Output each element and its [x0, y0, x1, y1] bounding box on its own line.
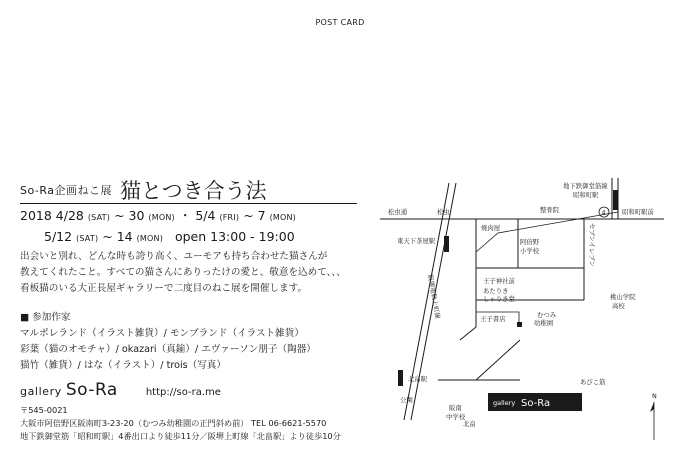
gallery-sign-small: gallery [493, 399, 516, 407]
gallery-brand: So-Ra [65, 380, 118, 400]
bottom-road-2 [460, 327, 476, 340]
date-start-3: 5/12 [44, 229, 73, 244]
date-end-1: ~ 30 [114, 208, 145, 223]
artists-line: マルポレランド（イラスト雑貨）/ モンブランド（イラスト雑貨） [20, 328, 304, 339]
gallery-url[interactable]: http://so-ra.me [145, 387, 221, 398]
diagonal-road [476, 340, 520, 380]
date-end-3: ~ 14 [102, 229, 133, 244]
kitabatake-marker [398, 370, 403, 386]
intro-line: 出会いと別れ、どんな時も誇り高く、ユーモアも持ち合わせた猫さんが [20, 251, 328, 262]
intro-line: 教えてくれたこと。すべての猫さんにありったけの愛と、敬意を込めて、、、 [20, 267, 346, 278]
showacho-ekimae-label: 昭和町駅前 [622, 208, 654, 216]
atariki-label-2: しゃりき堂 [483, 295, 515, 303]
exhibition-subtitle: So-Ra企画ねこ展 [20, 184, 113, 197]
date-end-2: ~ 7 [243, 208, 266, 223]
oji-jinja-label: 王子神社前 [483, 277, 515, 285]
abeno-es-label-2: 小学校 [520, 247, 540, 255]
mutsumi-label-1: むつみ [537, 311, 557, 319]
weekday: (SAT) [87, 213, 111, 222]
hannan-label-2: 中学校 [446, 413, 466, 421]
kitabatake-station-label: 北畠駅 [408, 375, 428, 383]
exit-4-label: 4 [601, 208, 606, 217]
date-start-2: 5/4 [195, 208, 216, 223]
atariki-label-1: あたりき [483, 287, 509, 295]
date-separator: ・ [178, 208, 192, 223]
opening-hours: open 13:00 - 19:00 [174, 229, 295, 244]
weekday: (FRI) [219, 213, 240, 222]
intro-line: 看板猫のいる大正長屋ギャラリーで二度目のねこ展を開催します。 [20, 283, 308, 294]
artists-heading: ■ 参加作家 [20, 312, 71, 323]
year: 2018 [20, 208, 52, 223]
seven-eleven-label: セブンイレブン [588, 223, 596, 267]
park-label: 公園 [400, 396, 413, 404]
higashi-tengachaya-label: 東天下茶屋駅 [397, 237, 436, 245]
gallery-marker [517, 322, 522, 327]
kitabatake-label: 北畠 [463, 420, 476, 428]
yakiniku-label: 焼肉屋 [481, 224, 501, 232]
abiko-suji-label: あびこ筋 [580, 378, 606, 386]
postcard-label: POST CARD [315, 18, 365, 27]
hannan-label-1: 阪南 [449, 404, 462, 412]
showacho-station-label: 昭和町駅 [573, 191, 599, 199]
north-label: N [652, 392, 657, 400]
artists-line: 彩葉（猫のオモチャ）/ okazari（真鍮）/ エヴァーソン朋子（陶器） [20, 344, 316, 355]
weekday: (MON) [269, 213, 297, 222]
north-arrow-icon [650, 402, 654, 440]
matsumushi-label: 松虫 [437, 208, 450, 216]
midosuji-line-label: 地下鉄御堂筋線 [563, 182, 608, 190]
mutsumi-label-2: 幼稚園 [534, 319, 554, 327]
weekday: (MON) [148, 213, 175, 222]
showacho-marker [613, 190, 618, 210]
seikotsu-label: 整骨院 [540, 206, 560, 214]
momoyama-label-2: 高校 [612, 302, 625, 310]
exhibition-title: 猫とつき合う法 [120, 179, 267, 203]
gallery-sign-big: So-Ra [521, 398, 551, 409]
momoyama-label-1: 桃山学院 [610, 293, 636, 301]
postal-code: 〒545-0021 [20, 405, 68, 415]
artists-line: 猫竹（雑貨）/ はな（イラスト）/ trois（写真） [20, 360, 226, 371]
weekday: (SAT) [76, 234, 99, 243]
abeno-es-label-1: 阿倍野 [520, 238, 540, 246]
oji-shoten-label: 王子書店 [480, 315, 506, 323]
hankai-line-label: 阪堺電軌上町線 [426, 273, 442, 320]
matsumushi-dori-label: 松虫通 [388, 208, 408, 216]
gallery-word: gallery [20, 385, 62, 398]
weekday: (MON) [136, 234, 164, 243]
address-line: 大阪市阿倍野区阪南町3-23-20（むつみ幼稚園の正門斜め前） TEL 06-6621-5570 [20, 418, 327, 429]
access-line: 地下鉄御堂筋「昭和町駅」4番出口より徒歩11分／阪堺上町線「北畠駅」より徒歩10分 [20, 431, 341, 442]
higashi-tengachaya-marker [444, 236, 449, 252]
date-start-1: 4/28 [55, 208, 84, 223]
